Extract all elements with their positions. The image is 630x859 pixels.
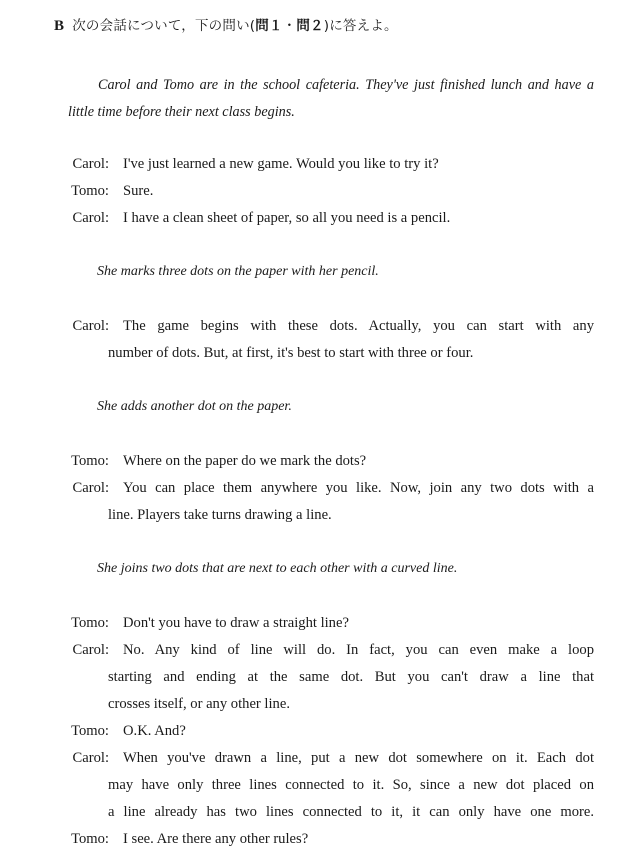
speech: I have a clean sheet of paper, so all you need is a pencil. bbox=[123, 210, 451, 226]
section-header bbox=[54, 14, 398, 35]
speech: I see. Are there any other rules? bbox=[123, 831, 309, 847]
speaker: Carol: bbox=[72, 318, 109, 334]
speech-continuation: starting and ending at the same dot. But you can't draw a line that bbox=[108, 669, 594, 685]
question-1-label: 問１ bbox=[255, 18, 283, 34]
stage-direction-3: She joins two dots that are next to each other with a curved line. bbox=[97, 561, 458, 576]
speech-continuation: may have only three lines connected to it. So, since a new dot placed on bbox=[108, 777, 594, 793]
header-text-1: 次の会話について，下の問い( bbox=[72, 18, 256, 34]
speech: Don't you have to draw a straight line? bbox=[123, 615, 349, 631]
speech-continuation: line. Players take turns drawing a line. bbox=[108, 507, 332, 523]
header-separator: ・ bbox=[282, 18, 297, 34]
speech: You can place them anywhere you like. Now, join any two dots with a bbox=[123, 480, 594, 496]
speaker: Carol: bbox=[72, 480, 109, 496]
speaker: Tomo: bbox=[71, 615, 109, 631]
question-2-label: 問２ bbox=[296, 18, 324, 34]
speech: The game begins with these dots. Actually, you can start with any bbox=[123, 318, 594, 334]
speaker: Tomo: bbox=[71, 183, 109, 199]
speaker: Tomo: bbox=[71, 453, 109, 469]
stage-direction-2: She adds another dot on the paper. bbox=[97, 399, 292, 414]
speech-continuation: a line already has two lines connected to it, it can only have one more. bbox=[108, 804, 594, 820]
speaker: Carol: bbox=[72, 210, 109, 226]
speech-continuation: number of dots. But, at first, it's best to start with three or four. bbox=[108, 345, 474, 361]
speech: Where on the paper do we mark the dots? bbox=[123, 453, 367, 469]
stage-direction-1: She marks three dots on the paper with her pencil. bbox=[97, 264, 379, 279]
speaker: Tomo: bbox=[71, 831, 109, 847]
speech: No. Any kind of line will do. In fact, you can even make a loop bbox=[123, 642, 594, 658]
speaker: Tomo: bbox=[71, 723, 109, 739]
speaker: Carol: bbox=[72, 156, 109, 172]
speaker: Carol: bbox=[72, 750, 109, 766]
speech: O.K. And? bbox=[123, 723, 186, 739]
speech: When you've drawn a line, put a new dot somewhere on it. Each dot bbox=[123, 750, 594, 766]
section-label: B bbox=[54, 18, 65, 34]
speech: Sure. bbox=[123, 183, 154, 199]
speech: I've just learned a new game. Would you like to try it? bbox=[123, 156, 439, 172]
speech-continuation: crosses itself, or any other line. bbox=[108, 696, 290, 712]
speaker: Carol: bbox=[72, 642, 109, 658]
scene-intro: Carol and Tomo are in the school cafeteria. They've just finished lunch and have a little time before their next class begins. bbox=[68, 77, 594, 120]
header-text-2: )に答えよ。 bbox=[323, 18, 398, 34]
